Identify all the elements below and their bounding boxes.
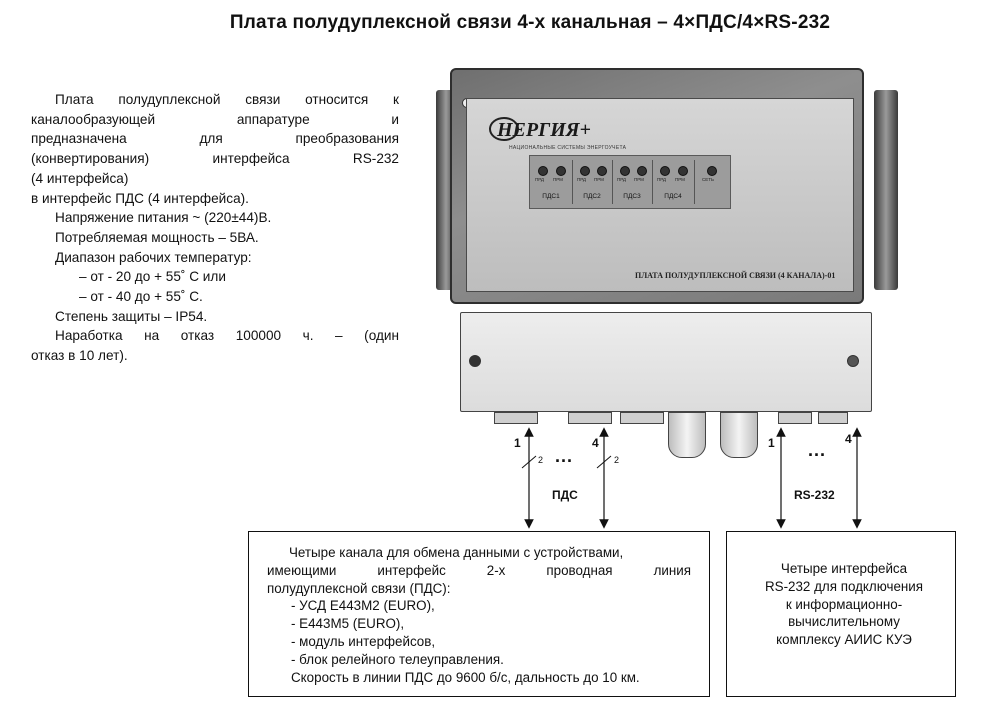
desc-line: Напряжение питания ~ (220±44)В.	[55, 210, 272, 226]
box-line: - Е443М5 (EURO),	[291, 616, 405, 632]
pds-label: ПДС	[552, 488, 578, 502]
channel-number: 4	[592, 436, 599, 450]
led-label: ПРМ	[553, 177, 563, 182]
page-title: Плата полудуплексной связи 4-х канальная – 4×ПДС/4×RS-232	[229, 12, 831, 33]
box-line: имеющими интерфейс 2-х проводная линия	[267, 562, 691, 578]
desc-line: (4 интерфейса)	[31, 170, 129, 186]
desc-line: Степень защиты – IP54.	[55, 308, 208, 324]
desc-line: каналообразующей аппаратуре и	[31, 111, 399, 127]
box-line: полудуплексной связи (ПДС):	[267, 580, 451, 596]
desc-line: (конвертирования) интерфейса RS-232	[31, 151, 399, 167]
box-line: вычислительному	[788, 614, 900, 630]
channel-number: 1	[768, 436, 775, 450]
desc-line: – от - 20 до + 55˚ С или	[79, 269, 226, 285]
led-label: ПРД	[577, 177, 586, 182]
group-label: ПДС4	[664, 193, 682, 200]
group-label: ПДС2	[583, 193, 601, 200]
led-label: ПРМ	[634, 177, 644, 182]
led-label: ПРМ	[675, 177, 685, 182]
desc-line: в интерфейс ПДС (4 интерфейса).	[31, 190, 249, 206]
wire-count: 2	[538, 455, 544, 465]
desc-line: Наработка на отказ 100000 ч. – (один	[55, 328, 399, 344]
channel-number: 1	[514, 436, 521, 450]
pds-info-box	[248, 531, 710, 697]
box-line: Скорость в линии ПДС до 9600 б/с, дальность до 10 км.	[291, 669, 640, 685]
group-label: ПДС3	[623, 193, 641, 200]
led-label: ПРД	[657, 177, 666, 182]
desc-line: предназначена для преобразования	[31, 131, 399, 147]
led-label: ПРМ	[594, 177, 604, 182]
box-line: RS-232 для подключения	[764, 578, 924, 594]
box-line: комплексу АИИС КУЭ	[776, 632, 912, 648]
led-label: ПРД	[617, 177, 626, 182]
logo: НЕРГИЯ+	[497, 119, 591, 141]
rs232-info-box	[726, 531, 956, 697]
led-label: ПРД	[535, 177, 544, 182]
led-label: СЕТЬ	[702, 177, 714, 182]
box-line: - блок релейного телеуправления.	[291, 651, 504, 667]
box-line: - модуль интерфейсов,	[291, 633, 436, 649]
desc-line: отказ в 10 лет).	[31, 348, 128, 364]
box-line: - УСД Е443М2 (EURO),	[291, 598, 435, 614]
ellipsis: ...	[555, 446, 574, 466]
box-line: Четыре канала для обмена данными с устройствами,	[289, 545, 624, 560]
wire-count: 2	[614, 455, 620, 465]
box-line: Четыре интерфейса	[780, 561, 908, 576]
desc-line: Диапазон рабочих температур:	[55, 249, 252, 265]
ellipsis: ...	[808, 440, 827, 460]
logo-subtitle: НАЦИОНАЛЬНЫЕ СИСТЕМЫ ЭНЕРГОУЧЕТА	[509, 145, 627, 151]
board-label: ПЛАТА ПОЛУДУПЛЕКСНОЙ СВЯЗИ (4 КАНАЛА)-01	[635, 271, 836, 280]
group-label: ПДС1	[542, 193, 560, 200]
desc-line: – от - 40 до + 55˚ С.	[79, 289, 203, 305]
desc-line: Потребляемая мощность – 5ВА.	[55, 229, 259, 245]
desc-line: Плата полудуплексной связи относится к	[55, 92, 399, 107]
rs232-label: RS-232	[794, 488, 835, 502]
box-line: к информационно-	[785, 596, 903, 612]
channel-number: 4	[845, 432, 852, 446]
